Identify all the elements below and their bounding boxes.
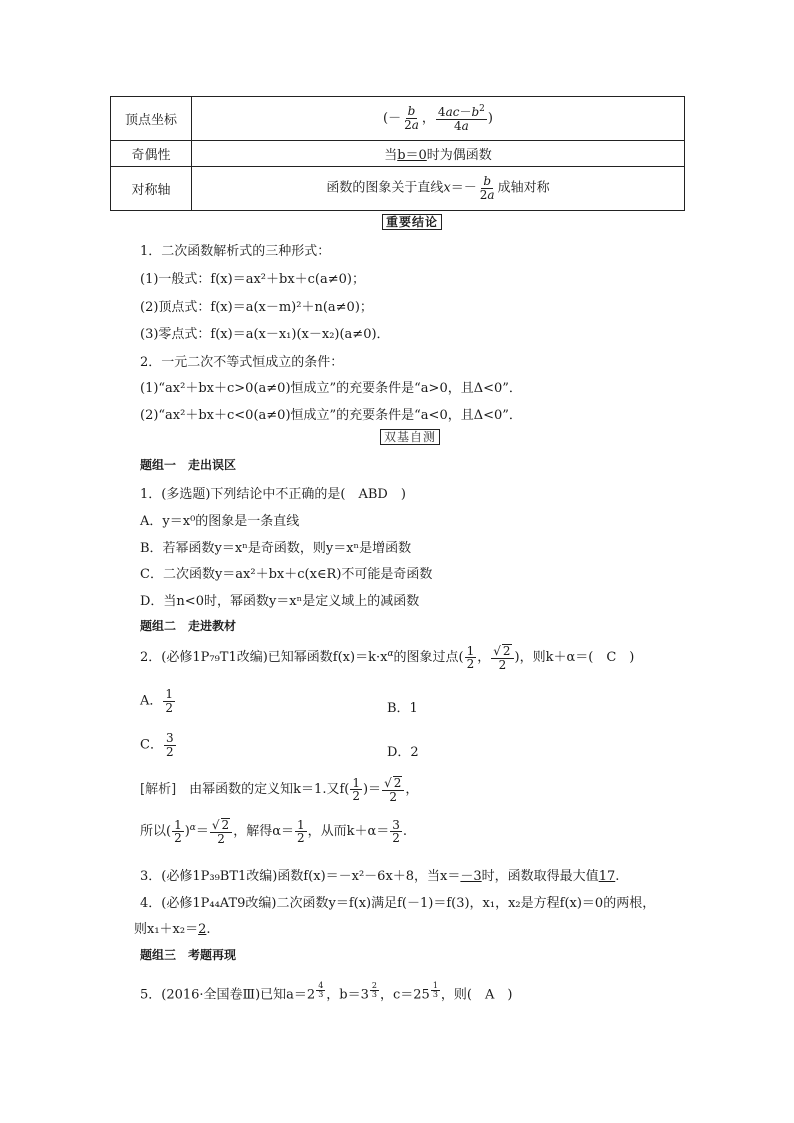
table-label-axis: 对称轴 bbox=[111, 167, 192, 211]
question-1-option-d: D．当n<0时，幂函数y＝xⁿ是定义域上的减函数 bbox=[140, 594, 420, 609]
question-2-option-c: C． $\frac{3}{2}$ bbox=[140, 731, 174, 759]
table-value-vertex: (－ $\frac{b}{2a}$ ， $\frac{4ac-b^2}{4a}$ ) bbox=[192, 97, 685, 141]
question-1-option-c: C．二次函数y＝ax²＋bx＋c(x∈R)不可能是奇函数 bbox=[140, 567, 433, 582]
question-1-option-a: A．y＝x⁰的图象是一条直线 bbox=[140, 514, 300, 529]
question-3: 3．(必修1P₃₉BT1改编)函数f(x)＝－x²－6x＋8，当x＝－3时，函数取得最大值17. bbox=[140, 869, 620, 884]
property-table bbox=[110, 96, 685, 211]
table-value-axis: 函数的图象关于直线x＝－ $\frac{b}{2a}$ 成轴对称 bbox=[192, 167, 685, 211]
question-2-option-a: A． $\frac{1}{2}$ bbox=[140, 687, 174, 715]
question-2-option-b: B．1 bbox=[387, 701, 418, 716]
question-4-answer: 2 bbox=[198, 922, 207, 937]
conclusion-1b: (2)顶点式：f(x)＝a(x－m)²＋n(a≠0)； bbox=[140, 300, 373, 315]
conclusion-1: 1．二次函数解析式的三种形式： bbox=[140, 244, 331, 259]
conclusion-1c: (3)零点式：f(x)＝a(x－x₁)(x－x₂)(a≠0)． bbox=[140, 327, 390, 342]
table-row bbox=[111, 97, 685, 141]
group3-title: 题组三 考题再现 bbox=[140, 948, 237, 962]
conclusion-2: 2．一元二次不等式恒成立的条件： bbox=[140, 355, 344, 370]
question-1: 1．(多选题)下列结论中不正确的是( ABD ) bbox=[140, 487, 406, 502]
question-3-answer-x: －3 bbox=[460, 869, 482, 884]
question-5: 5．(2016·全国卷Ⅲ)已知a＝2 $^{\frac{4}{3}}$ ，b＝3 $^{\frac{2}{3}}$ ，c＝25 $^{\frac{1}{3}}$ ，则( A ) bbox=[140, 981, 513, 1003]
analysis-tag: [解析] bbox=[140, 782, 177, 798]
table-row bbox=[111, 141, 685, 167]
question-2-option-d: D．2 bbox=[387, 745, 419, 760]
analysis-line-2: 所以( $\frac{1}{2}$ )$^\alpha$＝ $\frac{√ 2}{2}$ ，解得α＝ $\frac{1}{2}$ ，从而k＋α＝ $\frac{3}{2}$ . bbox=[140, 817, 408, 846]
analysis-line-1: [解析] 由幂函数的定义知k＝1.又f( $\frac{1}{2}$ )＝ $\frac{√ 2}{2}$ ， bbox=[140, 775, 419, 804]
group1-title: 题组一 走出误区 bbox=[140, 458, 237, 472]
table-label-vertex: 顶点坐标 bbox=[111, 97, 192, 141]
table-value-parity: 当b＝0时为偶函数 bbox=[192, 141, 685, 167]
group2-title: 题组二 走进教材 bbox=[140, 619, 237, 633]
question-1-option-b: B．若幂函数y＝xⁿ是奇函数，则y＝xⁿ是增函数 bbox=[140, 541, 412, 556]
table-row bbox=[111, 167, 685, 211]
heading-important: 重要结论 bbox=[382, 215, 442, 230]
conclusion-2a: (1)“ax²＋bx＋c>0(a≠0)恒成立”的充要条件是“a>0，且Δ<0”． bbox=[140, 381, 522, 396]
table-label-parity: 奇偶性 bbox=[111, 141, 192, 167]
question-4-line-2: 则x₁＋x₂＝2. bbox=[134, 922, 211, 937]
question-3-answer-max: 17 bbox=[598, 869, 616, 884]
question-4-line-1: 4．(必修1P₄₄AT9改编)二次函数y＝f(x)满足f(－1)＝f(3)，x₁，x₂是方程f(x)＝0的两根， bbox=[140, 896, 656, 911]
conclusion-2b: (2)“ax²＋bx＋c<0(a≠0)恒成立”的充要条件是“a<0，且Δ<0”． bbox=[140, 408, 522, 423]
question-2: 2．(必修1P₇₉T1改编)已知幂函数$f(x)=k\cdot x^\alpha$的图象过点( $\frac{1}{2}$ ， $\frac{√ 2}{2}$ )，则k＋α＝( C ) bbox=[140, 643, 635, 672]
conclusion-1a: (1)一般式：f(x)＝ax²＋bx＋c(a≠0)； bbox=[140, 272, 365, 287]
heading-practice: 双基自测 bbox=[380, 430, 440, 445]
